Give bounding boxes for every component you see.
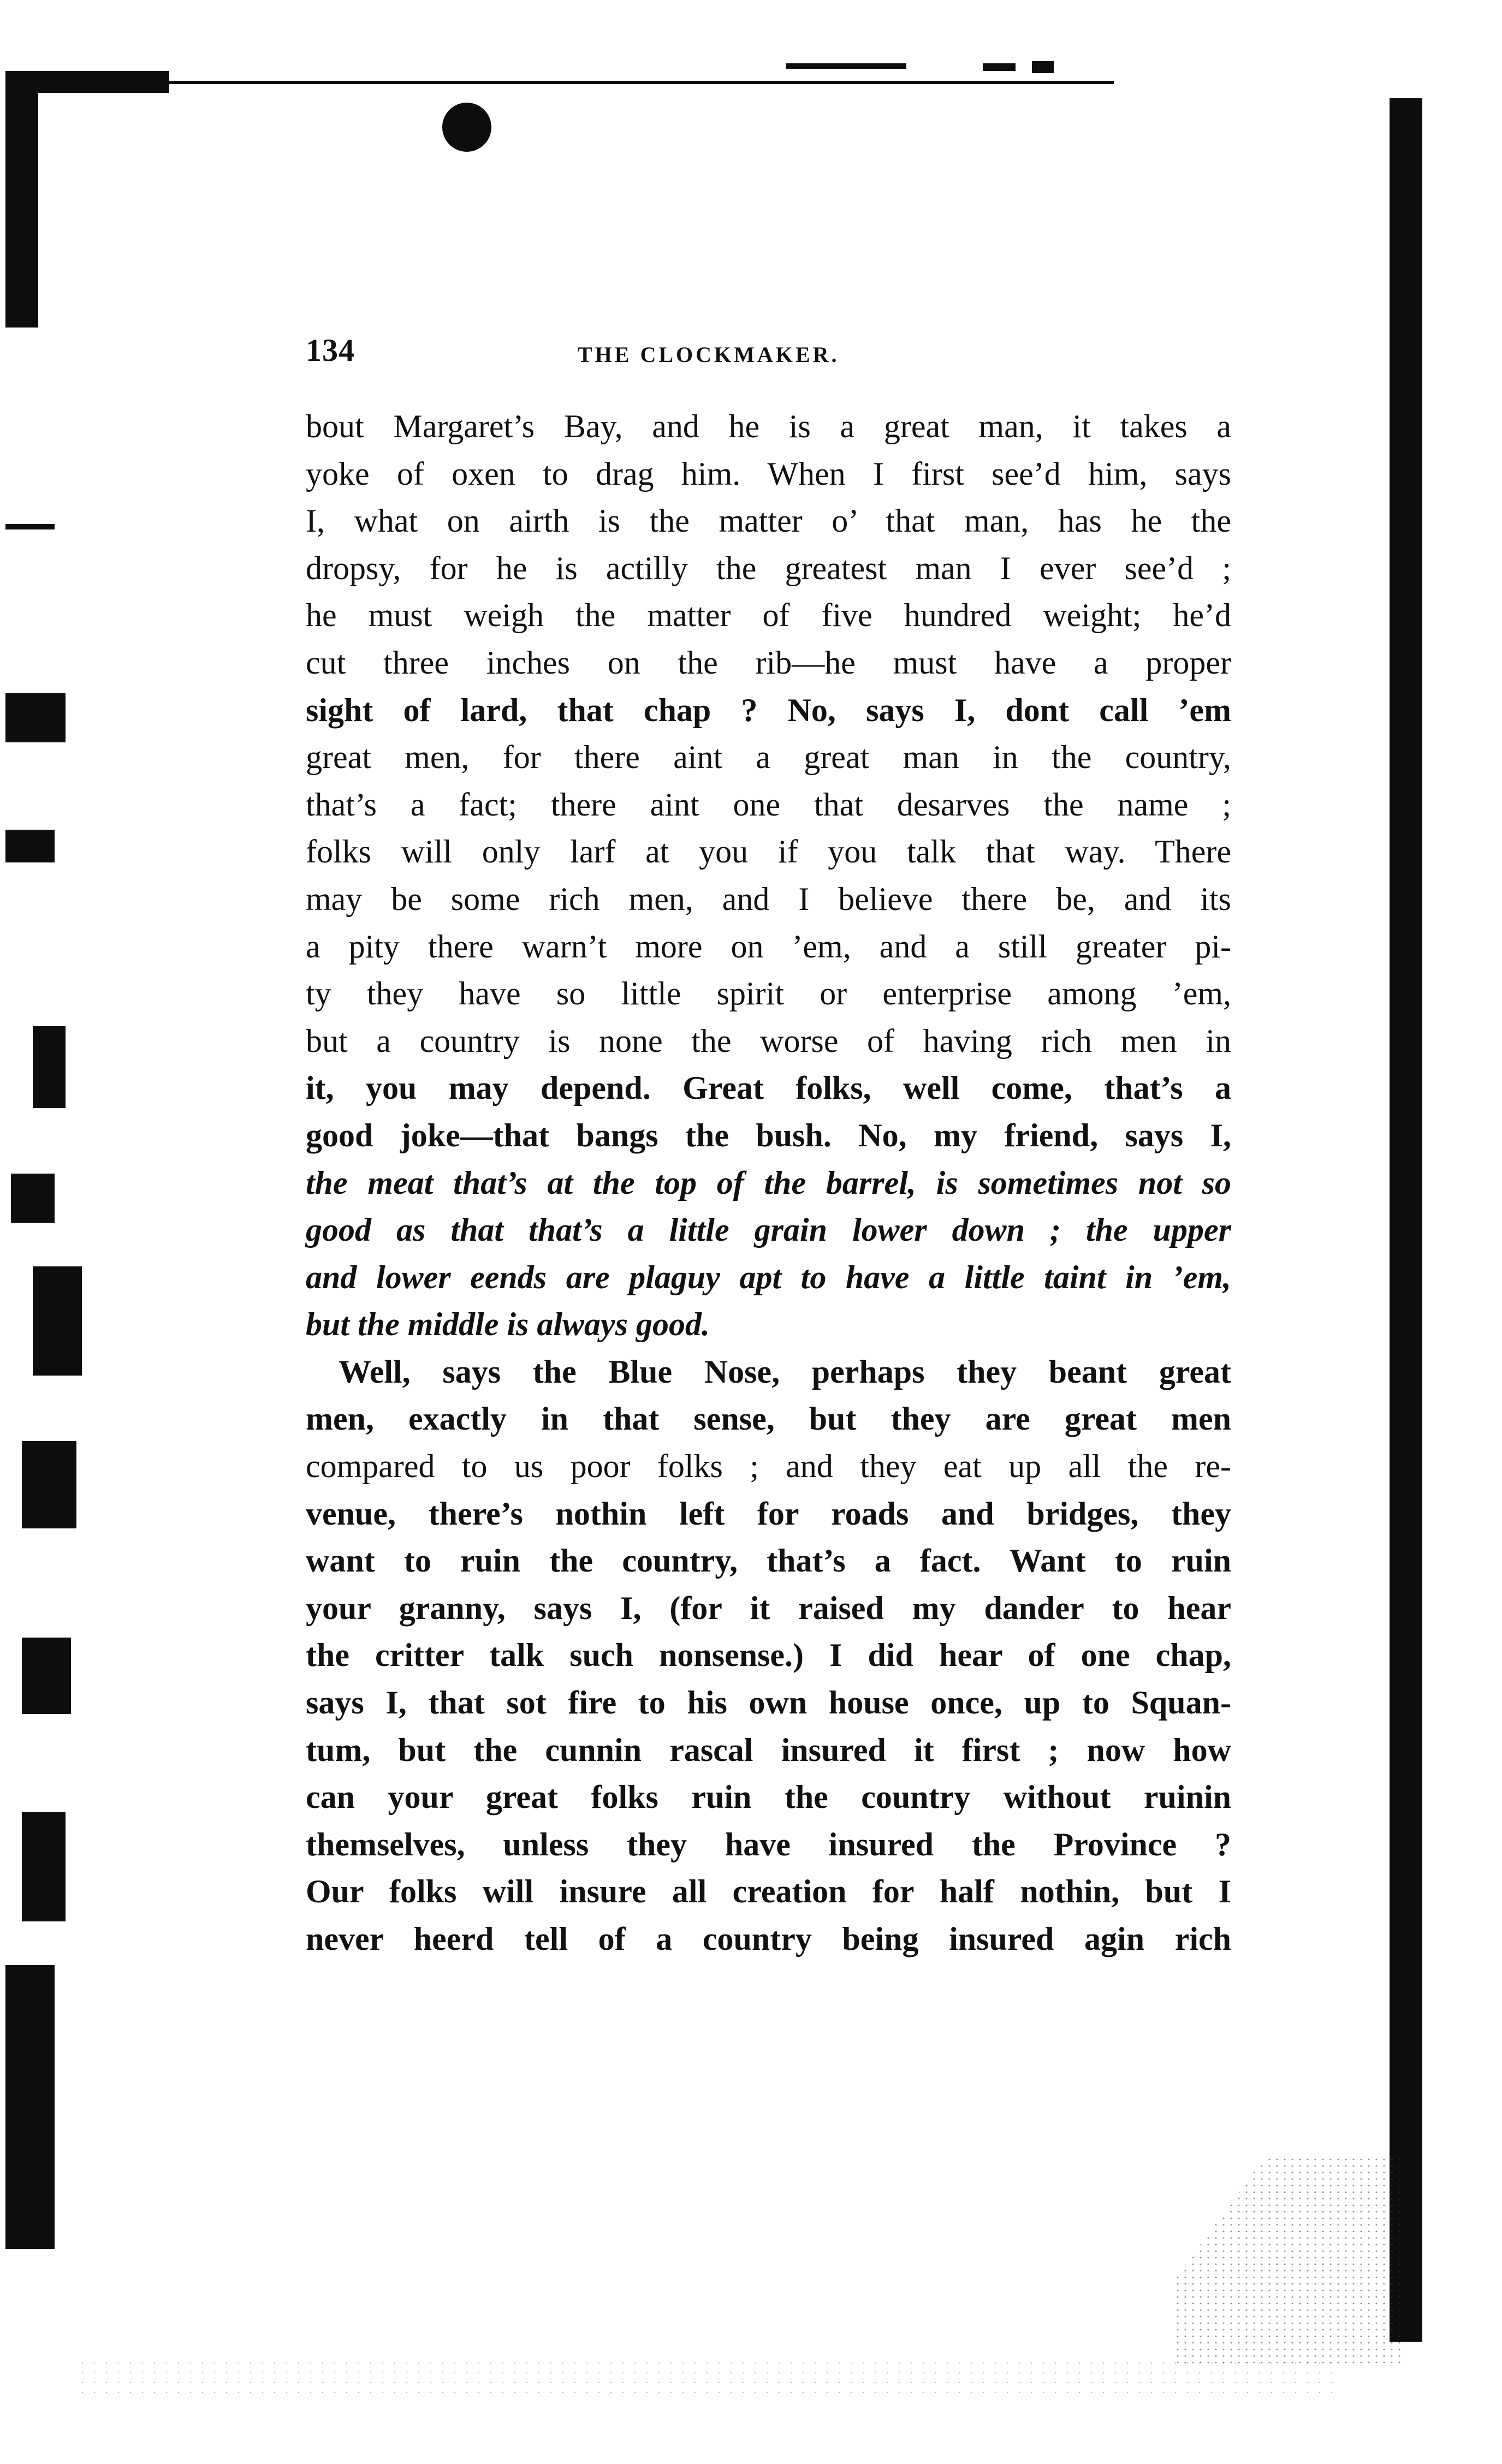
text-line: but a country is none the worse of having rich men in (306, 1022, 1231, 1059)
scan-edge-mark (33, 1026, 66, 1108)
text-line: but the middle is always good. (306, 1306, 710, 1343)
text-line: Our folks will insure all creation for half nothin, but I (306, 1873, 1231, 1910)
text-line: folks will only larf at you if you talk that way. There (306, 834, 1231, 870)
text-line: sight of lard, that chap ? No, says I, dont call ’em (306, 692, 1231, 728)
scan-top-mark (786, 63, 906, 69)
scan-edge-mark (22, 1638, 71, 1714)
scan-edge-mark (22, 1441, 76, 1528)
text-line: themselves, unless they have insured the Province ? (306, 1826, 1231, 1862)
text-line: cut three inches on the rib—he must have a proper (306, 644, 1231, 681)
text-line: good joke—that bangs the bush. No, my friend, says I, (306, 1117, 1231, 1153)
text-line: it, you may depend. Great folks, well come, that’s a (306, 1070, 1231, 1106)
text-line: may be some rich men, and I believe there be, and its (306, 880, 1231, 917)
text-line: bout Margaret’s Bay, and he is a great man, it takes a (306, 408, 1231, 444)
text-line: the critter talk such nonsense.) I did hear of one chap, (306, 1637, 1231, 1674)
scan-edge-shadow (1390, 98, 1422, 2342)
text-line: the meat that’s at the top of the barrel, is sometimes not so (306, 1164, 1231, 1201)
text-line: venue, there’s nothin left for roads and bridges, they (306, 1495, 1231, 1532)
running-head (306, 332, 1231, 381)
scan-top-rule (109, 81, 1114, 84)
text-line: great men, for there aint a great man in the country, (306, 739, 1231, 776)
text-line: he must weigh the matter of five hundred weight; he’d (306, 597, 1231, 634)
text-line: dropsy, for he is actilly the greatest man I ever see’d ; (306, 550, 1231, 586)
text-line: your granny, says I, (for it raised my dander to hear (306, 1590, 1231, 1626)
scan-top-mark (1032, 61, 1054, 73)
text-line: that’s a fact; there aint one that desarves the name ; (306, 786, 1231, 823)
text-line: says I, that sot fire to his own house once, up to Squan- (306, 1685, 1231, 1721)
text-line: can your great folks ruin the country without ruinin (306, 1779, 1231, 1816)
punch-hole (442, 103, 491, 152)
scan-top-mark (983, 63, 1016, 71)
text-line: Well, says the Blue Nose, perhaps they beant great (339, 1353, 1231, 1390)
scan-edge-mark (33, 1266, 82, 1376)
text-line: men, exactly in that sense, but they are great men (306, 1401, 1231, 1437)
scan-edge-mark (5, 693, 66, 742)
running-title: THE CLOCKMAKER. (578, 342, 840, 367)
page-number: 134 (306, 332, 355, 368)
scan-edge-mark (5, 830, 55, 862)
scan-edge-mark (11, 1174, 55, 1223)
text-line: I, what on airth is the matter o’ that man, has he the (306, 503, 1231, 539)
text-line: good as that that’s a little grain lower down ; the upper (306, 1212, 1231, 1248)
text-line: never heerd tell of a country being insured agin rich (306, 1921, 1231, 1957)
text-line: ty they have so little spirit or enterprise among ’em, (306, 975, 1231, 1012)
scan-edge-mark (22, 1812, 66, 1921)
scan-speckle (1174, 2156, 1403, 2364)
body-text (306, 403, 1231, 1963)
scan-speckle (76, 2358, 1332, 2402)
text-line: a pity there warn’t more on ’em, and a still greater pi- (306, 928, 1231, 965)
scan-edge-shadow (5, 1965, 55, 2249)
text-line: compared to us poor folks ; and they eat up all the re- (306, 1448, 1231, 1485)
text-line: tum, but the cunnin rascal insured it first ; now how (306, 1731, 1231, 1768)
text-line: and lower eends are plaguy apt to have a little taint in ’em, (306, 1259, 1231, 1295)
text-line: yoke of oxen to drag him. When I first see’d him, says (306, 455, 1231, 492)
scan-edge-mark (5, 524, 55, 529)
scan-edge-shadow (5, 71, 38, 328)
text-line: want to ruin the country, that’s a fact. Want to ruin (306, 1543, 1231, 1579)
